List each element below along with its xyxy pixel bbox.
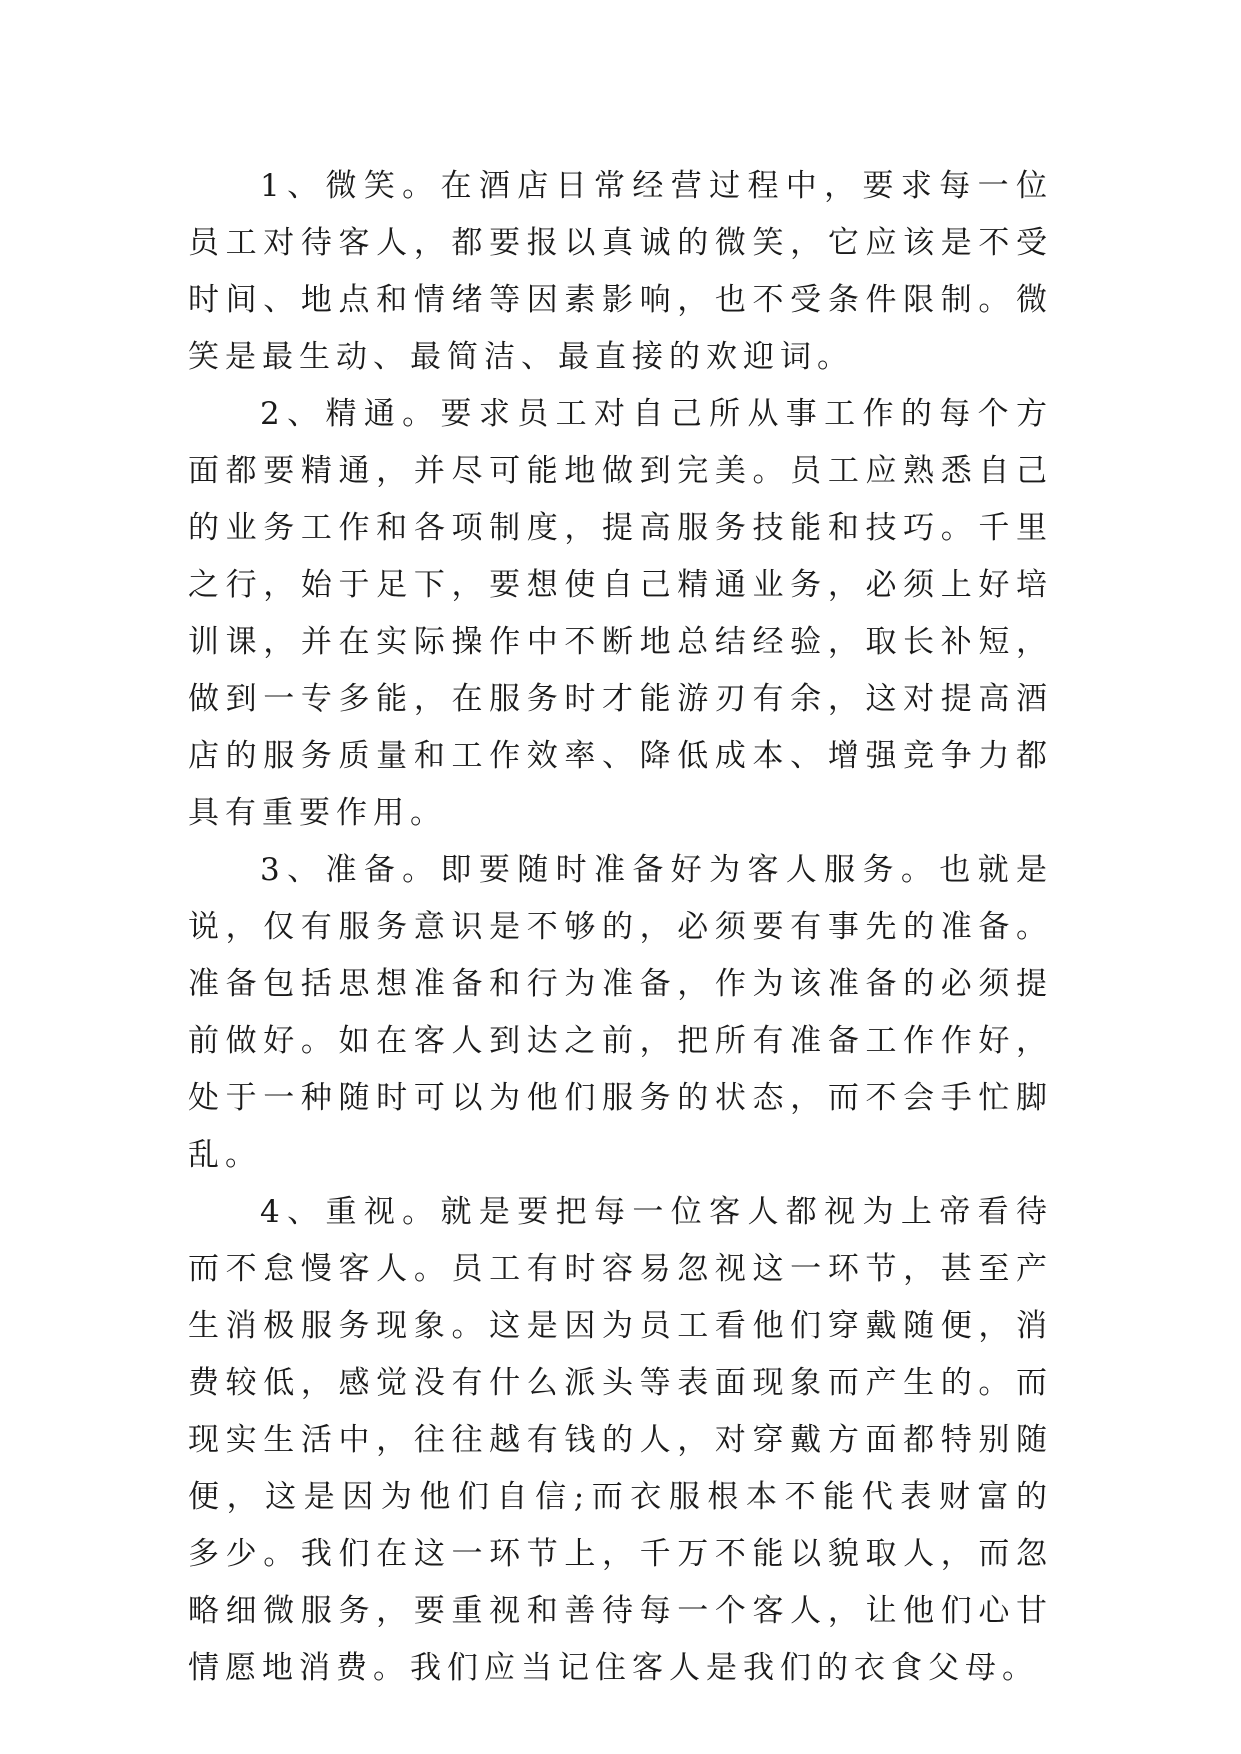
paragraph-proficiency: 2、精通。要求员工对自己所从事工作的每个方面都要精通，并尽可能地做到完美。员工应熟悉自己的业务工作和各项制度，提高服务技能和技巧。千里之行，始于足下，要想使自己精通业务，必须上好培训课，并在实际操作中不断地总结经验，取长补短，做到一专多能，在服务时才能游刃有余，这对提高酒店的服务质量和工作效率、降低成本、增强竞争力都具有重要作用。 xyxy=(188,396,1053,831)
paragraph-preparation: 3、准备。即要随时准备好为客人服务。也就是说，仅有服务意识是不够的，必须要有事先的准备。准备包括思想准备和行为准备，作为该准备的必须提前做好。如在客人到达之前，把所有准备工作作好，处于一种随时可以为他们服务的状态，而不会手忙脚乱。 xyxy=(188,852,1053,1173)
document-body xyxy=(188,158,1053,1697)
paragraph-attention: 4、重视。就是要把每一位客人都视为上帝看待而不怠慢客人。员工有时容易忽视这一环节，甚至产生消极服务现象。这是因为员工看他们穿戴随便，消费较低，感觉没有什么派头等表面现象而产生的。而现实生活中，往往越有钱的人，对穿戴方面都特别随便，这是因为他们自信;而衣服根本不能代表财富的多少。我们在这一环节上，千万不能以貌取人，而忽略细微服务，要重视和善待每一个客人，让他们心甘情愿地消费。我们应当记住客人是我们的衣食父母。 xyxy=(188,1194,1053,1686)
paragraph-smile: 1、微笑。在酒店日常经营过程中，要求每一位员工对待客人，都要报以真诚的微笑，它应该是不受时间、地点和情绪等因素影响，也不受条件限制。微笑是最生动、最简洁、最直接的欢迎词。 xyxy=(188,168,1053,375)
